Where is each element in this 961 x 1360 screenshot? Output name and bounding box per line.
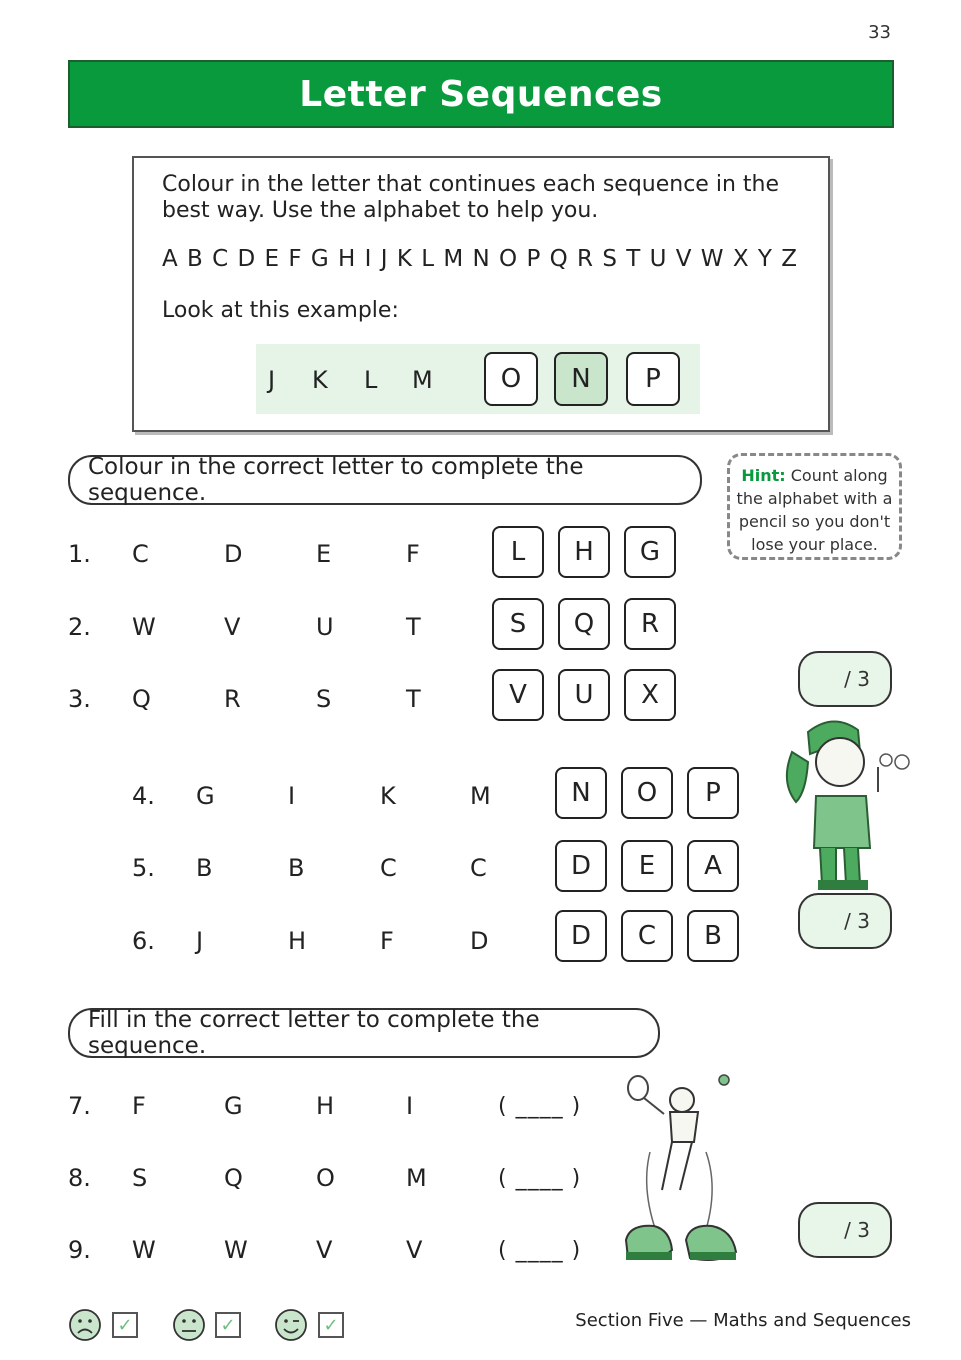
sequence-letter: T xyxy=(406,685,421,713)
sequence-letter: E xyxy=(316,540,332,568)
sequence-letter: B xyxy=(196,854,213,882)
sequence-letter: W xyxy=(132,1236,156,1264)
sequence-letter: I xyxy=(406,1092,414,1120)
answer-option-box[interactable]: N xyxy=(555,767,607,819)
score-box: / 3 xyxy=(798,893,892,949)
sequence-letter: D xyxy=(470,927,489,955)
sequence-letter: F xyxy=(380,927,394,955)
answer-option-box[interactable]: S xyxy=(492,598,544,650)
question-number: 6. xyxy=(132,927,155,955)
sequence-letter: F xyxy=(132,1092,146,1120)
score-box: / 3 xyxy=(798,651,892,707)
sequence-letter: Q xyxy=(224,1164,243,1192)
answer-option-box[interactable]: A xyxy=(687,840,739,892)
title-banner xyxy=(68,60,894,128)
example-sequence-letter: K xyxy=(312,366,328,394)
sequence-letter: G xyxy=(224,1092,243,1120)
sequence-letter: S xyxy=(316,685,332,713)
sequence-letter: C xyxy=(470,854,487,882)
sequence-letter: S xyxy=(132,1164,148,1192)
example-sequence-letter: J xyxy=(268,366,276,394)
instructions-box xyxy=(132,156,830,432)
example-option-box: P xyxy=(626,352,680,406)
question-number: 5. xyxy=(132,854,155,882)
answer-option-box[interactable]: O xyxy=(621,767,673,819)
sequence-letter: T xyxy=(406,613,421,641)
example-label: Look at this example: xyxy=(162,298,399,323)
example-sequence-letter: L xyxy=(364,366,378,394)
tick-checkbox[interactable]: ✓ xyxy=(215,1312,241,1338)
answer-option-box[interactable]: B xyxy=(687,910,739,962)
answer-option-box[interactable]: U xyxy=(558,669,610,721)
tick-checkbox[interactable]: ✓ xyxy=(318,1312,344,1338)
hint-label: Hint: xyxy=(741,466,786,485)
answer-option-box[interactable]: Q xyxy=(558,598,610,650)
sequence-letter: U xyxy=(316,613,334,641)
question-number: 2. xyxy=(68,613,91,641)
sequence-letter: V xyxy=(316,1236,333,1264)
sequence-letter: O xyxy=(316,1164,335,1192)
sequence-letter: C xyxy=(380,854,397,882)
answer-option-box[interactable]: G xyxy=(624,526,676,578)
sequence-letter: R xyxy=(224,685,241,713)
hint-box xyxy=(727,453,902,560)
question-number: 8. xyxy=(68,1164,91,1192)
sequence-letter: H xyxy=(288,927,307,955)
footer-section-label: Section Five — Maths and Sequences xyxy=(575,1310,911,1331)
answer-blank[interactable]: ( ____ ) xyxy=(498,1094,582,1119)
sequence-letter: D xyxy=(224,540,243,568)
example-strip xyxy=(256,344,700,414)
sequence-letter: W xyxy=(132,613,156,641)
example-sequence-letter: M xyxy=(412,366,433,394)
girl-blowing-bubbles-illustration xyxy=(778,712,918,894)
sad-face-icon[interactable] xyxy=(68,1308,102,1342)
sequence-letter: V xyxy=(406,1236,423,1264)
sequence-letter: Q xyxy=(132,685,151,713)
score-box: / 3 xyxy=(798,1202,892,1258)
answer-option-box[interactable]: P xyxy=(687,767,739,819)
alphabet-row: A B C D E F G H I J K L M N O P Q R S T U V W X Y Z xyxy=(162,246,799,272)
answer-option-box[interactable]: X xyxy=(624,669,676,721)
example-option-box: O xyxy=(484,352,538,406)
sequence-letter: M xyxy=(470,782,491,810)
answer-option-box[interactable]: D xyxy=(555,840,607,892)
answer-option-box[interactable]: L xyxy=(492,526,544,578)
question-number: 3. xyxy=(68,685,91,713)
answer-blank[interactable]: ( ____ ) xyxy=(498,1166,582,1191)
sequence-letter: I xyxy=(288,782,296,810)
answer-option-box[interactable]: D xyxy=(555,910,607,962)
section-b-heading: Fill in the correct letter to complete the sequence. xyxy=(68,1008,660,1058)
sequence-letter: G xyxy=(196,782,215,810)
sequence-letter: K xyxy=(380,782,396,810)
sequence-letter: C xyxy=(132,540,149,568)
question-number: 1. xyxy=(68,540,91,568)
section-a-heading: Colour in the correct letter to complete the sequence. xyxy=(68,455,702,505)
answer-option-box[interactable]: H xyxy=(558,526,610,578)
answer-option-box[interactable]: C xyxy=(621,910,673,962)
sequence-letter: M xyxy=(406,1164,427,1192)
badminton-player-illustration xyxy=(620,1072,742,1278)
tick-checkbox[interactable]: ✓ xyxy=(112,1312,138,1338)
sequence-letter: W xyxy=(224,1236,248,1264)
answer-option-box[interactable]: V xyxy=(492,669,544,721)
neutral-face-icon[interactable] xyxy=(172,1308,206,1342)
sequence-letter: F xyxy=(406,540,420,568)
happy-face-icon[interactable] xyxy=(274,1308,308,1342)
answer-option-box[interactable]: R xyxy=(624,598,676,650)
sequence-letter: V xyxy=(224,613,241,641)
question-number: 9. xyxy=(68,1236,91,1264)
example-option-box-shaded: N xyxy=(554,352,608,406)
answer-blank[interactable]: ( ____ ) xyxy=(498,1238,582,1263)
sequence-letter: B xyxy=(288,854,305,882)
question-number: 4. xyxy=(132,782,155,810)
answer-option-box[interactable]: E xyxy=(621,840,673,892)
hint-text: Count along the alphabet with a pencil so you don't lose your place. xyxy=(736,466,893,554)
instructions-text: Colour in the letter that continues each sequence in the best way. Use the alphabet to help you. xyxy=(162,172,779,223)
page-title: Letter Sequences xyxy=(299,73,663,115)
sequence-letter: J xyxy=(196,927,204,955)
sequence-letter: H xyxy=(316,1092,335,1120)
page-number: 33 xyxy=(868,22,891,43)
question-number: 7. xyxy=(68,1092,91,1120)
